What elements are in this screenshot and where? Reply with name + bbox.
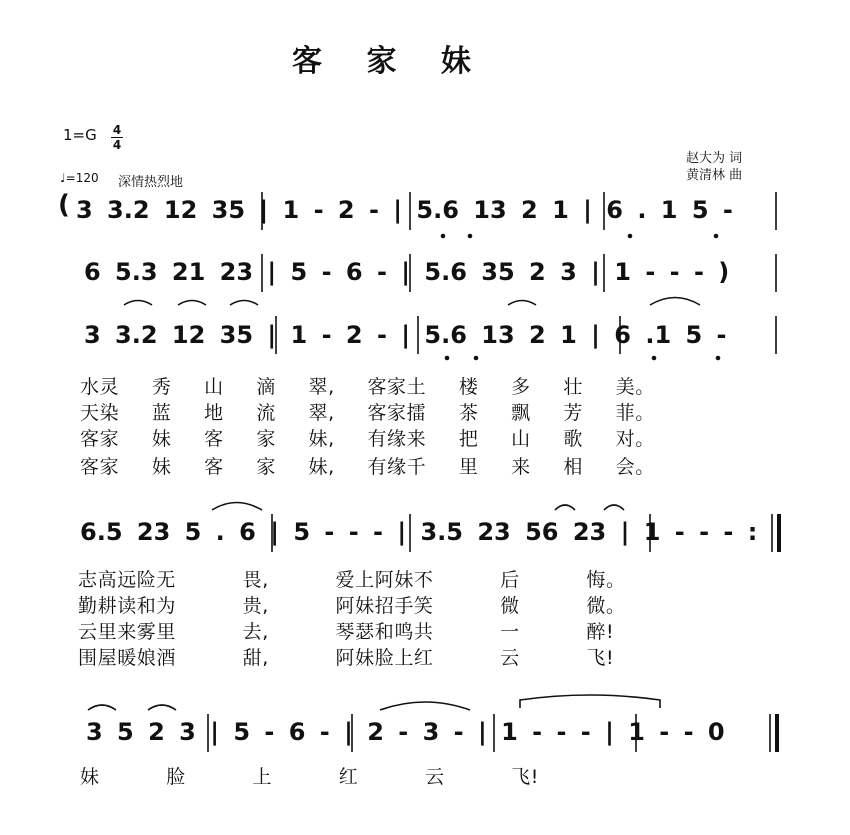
expression-marking: 深情热烈地 [118, 175, 184, 190]
composer-credit: 黄清林 曲 [686, 168, 743, 183]
coda-lyric-line: 妹 脸 上 红 云 飞! [80, 766, 540, 788]
time-sig-denominator: 4 [112, 138, 122, 152]
notation-row-intro-2: 6 5.3 21 23 | 5 - 6 - | 5.6 35 2 3 | 1 - - - ) [84, 258, 730, 286]
key-signature: 1=G [63, 126, 97, 144]
chorus-lyric-line-3: 云里来雾里 去, 琴瑟和鸣共 一 醉! [78, 621, 615, 643]
notation-row-verse: 3 3.2 12 35 | 1 - 2 - | 5.6 13 2 1 | 6 .1 5 - [84, 321, 727, 349]
verse-lyric-line-2: 天染 蓝 地 流 翠, 客家擂 茶 飘 芳 菲。 [80, 402, 655, 424]
lyricist-credit: 赵大为 词 [686, 151, 743, 166]
chorus-lyric-line-4: 围屋暖娘酒 甜, 阿妹脸上红 云 飞! [78, 647, 615, 669]
chorus-lyric-line-2: 勤耕读和为 贵, 阿妹招手笑 微 微。 [78, 595, 626, 617]
intro-paren: ( [58, 190, 70, 220]
notation-row-coda: 3 5 2 3 | 5 - 6 - | 2 - 3 - | 1 - - - | 1 - - 0 [86, 718, 725, 746]
verse-lyric-line-3: 客家 妹 客 家 妹, 有缘来 把 山 歌 对。 [80, 428, 655, 450]
notation-row-chorus: 6.5 23 5 . 6 | 5 - - - | 3.5 23 56 23 | 1 - - - : [80, 518, 758, 546]
notation-row-intro-1: 3 3.2 12 35 | 1 - 2 - | 5.6 13 2 1 | 6 . 1 5 - [76, 196, 733, 224]
song-title: 客 家 妹 [292, 44, 471, 79]
time-sig-numerator: 4 [112, 123, 122, 137]
chorus-lyric-line-1: 志高远险无 畏, 爱上阿妹不 后 悔。 [78, 569, 626, 591]
verse-lyric-line-4: 客家 妹 客 家 妹, 有缘千 里 来 相 会。 [80, 456, 655, 478]
verse-lyric-line-1: 水灵 秀 山 滴 翠, 客家土 楼 多 壮 美。 [80, 376, 655, 398]
tempo-marking: ♩=120 [60, 171, 99, 185]
